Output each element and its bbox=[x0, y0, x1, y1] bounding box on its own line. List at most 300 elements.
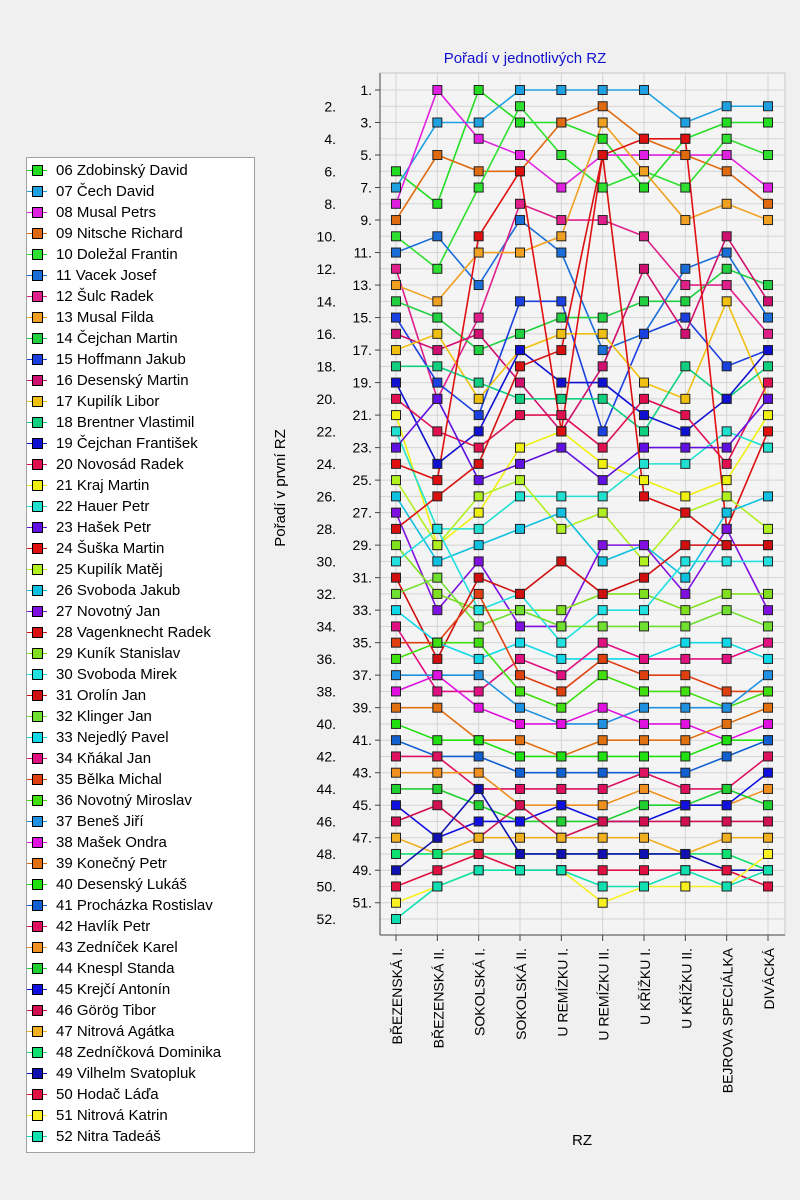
legend-entry bbox=[27, 454, 254, 475]
data-point bbox=[722, 508, 731, 517]
legend-entry bbox=[27, 202, 254, 223]
legend-entry bbox=[27, 622, 254, 643]
data-point bbox=[557, 687, 566, 696]
data-point bbox=[392, 671, 401, 680]
data-point bbox=[557, 784, 566, 793]
data-point bbox=[433, 476, 442, 485]
data-point bbox=[557, 752, 566, 761]
data-point bbox=[392, 784, 401, 793]
y-tick-label: 37. bbox=[352, 667, 372, 684]
data-point bbox=[474, 508, 483, 517]
data-point bbox=[764, 768, 773, 777]
data-point bbox=[640, 784, 649, 793]
data-point bbox=[640, 378, 649, 387]
y-tick-label: 41. bbox=[352, 732, 372, 749]
data-point bbox=[516, 411, 525, 420]
data-point bbox=[598, 183, 607, 192]
data-point bbox=[433, 264, 442, 273]
legend-label: 24 Šuška Martin bbox=[56, 540, 165, 557]
data-point bbox=[722, 492, 731, 501]
y-tick-label: 13. bbox=[352, 277, 372, 294]
data-point bbox=[433, 459, 442, 468]
data-point bbox=[516, 378, 525, 387]
data-point bbox=[722, 476, 731, 485]
legend-entry bbox=[27, 958, 254, 979]
legend-swatch bbox=[32, 291, 43, 302]
legend-entry bbox=[27, 370, 254, 391]
legend-label: 50 Hodač Láďa bbox=[56, 1086, 159, 1103]
data-point bbox=[681, 297, 690, 306]
data-point bbox=[392, 524, 401, 533]
legend-label: 06 Zdobinský David bbox=[56, 162, 188, 179]
legend-label: 41 Procházka Rostislav bbox=[56, 897, 213, 914]
data-point bbox=[474, 86, 483, 95]
legend-swatch bbox=[32, 606, 43, 617]
data-point bbox=[764, 183, 773, 192]
data-point bbox=[557, 606, 566, 615]
data-point bbox=[474, 281, 483, 290]
legend-swatch bbox=[32, 837, 43, 848]
data-point bbox=[640, 329, 649, 338]
y-tick-label: 11. bbox=[353, 244, 372, 261]
data-point bbox=[474, 378, 483, 387]
data-point bbox=[764, 524, 773, 533]
data-point bbox=[392, 281, 401, 290]
data-point bbox=[392, 573, 401, 582]
data-point bbox=[722, 866, 731, 875]
data-point bbox=[598, 476, 607, 485]
y-tick-label: 34. bbox=[316, 618, 336, 635]
data-point bbox=[474, 232, 483, 241]
data-point bbox=[764, 817, 773, 826]
data-point bbox=[764, 833, 773, 842]
data-point bbox=[392, 638, 401, 647]
data-point bbox=[516, 833, 525, 842]
legend-entry bbox=[27, 979, 254, 1000]
legend-label: 31 Orolín Jan bbox=[56, 687, 147, 704]
data-point bbox=[681, 687, 690, 696]
data-point bbox=[474, 638, 483, 647]
y-tick-label: 35. bbox=[352, 634, 372, 651]
data-point bbox=[764, 151, 773, 160]
data-point bbox=[474, 784, 483, 793]
y-tick-label: 7. bbox=[360, 179, 372, 196]
legend-label: 39 Konečný Petr bbox=[56, 855, 167, 872]
legend-swatch bbox=[32, 774, 43, 785]
data-point bbox=[433, 346, 442, 355]
data-point bbox=[474, 313, 483, 322]
data-point bbox=[640, 411, 649, 420]
data-point bbox=[598, 606, 607, 615]
data-point bbox=[433, 768, 442, 777]
legend-label: 19 Čejchan František bbox=[56, 435, 198, 452]
y-tick-label: 40. bbox=[316, 715, 336, 732]
data-point bbox=[433, 654, 442, 663]
data-point bbox=[764, 362, 773, 371]
data-point bbox=[433, 833, 442, 842]
data-point bbox=[433, 541, 442, 550]
legend-entry bbox=[27, 769, 254, 790]
data-point bbox=[640, 297, 649, 306]
data-point bbox=[557, 378, 566, 387]
data-point bbox=[764, 427, 773, 436]
data-point bbox=[392, 264, 401, 273]
data-point bbox=[392, 833, 401, 842]
data-point bbox=[640, 492, 649, 501]
data-point bbox=[557, 183, 566, 192]
data-point bbox=[598, 541, 607, 550]
data-point bbox=[516, 492, 525, 501]
data-point bbox=[681, 801, 690, 810]
legend-label: 23 Hašek Petr bbox=[56, 519, 152, 536]
data-point bbox=[392, 329, 401, 338]
data-point bbox=[392, 654, 401, 663]
data-point bbox=[681, 849, 690, 858]
legend-swatch bbox=[32, 228, 43, 239]
data-point bbox=[557, 801, 566, 810]
data-point bbox=[598, 589, 607, 598]
data-point bbox=[516, 671, 525, 680]
data-point bbox=[681, 866, 690, 875]
data-point bbox=[516, 297, 525, 306]
data-point bbox=[516, 606, 525, 615]
data-point bbox=[598, 329, 607, 338]
legend-label: 37 Beneš Jiří bbox=[56, 813, 144, 830]
data-point bbox=[516, 167, 525, 176]
data-point bbox=[764, 687, 773, 696]
data-point bbox=[640, 882, 649, 891]
data-point bbox=[557, 492, 566, 501]
data-point bbox=[433, 86, 442, 95]
data-point bbox=[640, 866, 649, 875]
data-point bbox=[392, 411, 401, 420]
data-point bbox=[392, 459, 401, 468]
data-point bbox=[681, 719, 690, 728]
data-point bbox=[392, 915, 401, 924]
data-point bbox=[681, 329, 690, 338]
data-point bbox=[681, 541, 690, 550]
data-point bbox=[433, 687, 442, 696]
data-point bbox=[681, 736, 690, 745]
data-point bbox=[764, 199, 773, 208]
legend-swatch bbox=[32, 816, 43, 827]
data-point bbox=[392, 297, 401, 306]
data-point bbox=[640, 833, 649, 842]
data-point bbox=[764, 589, 773, 598]
x-tick-label: U REMÍZKU I. bbox=[554, 948, 571, 1037]
y-tick-label: 26. bbox=[316, 488, 336, 505]
data-point bbox=[516, 248, 525, 257]
data-point bbox=[764, 557, 773, 566]
data-point bbox=[516, 151, 525, 160]
legend-swatch bbox=[32, 354, 43, 365]
data-point bbox=[598, 849, 607, 858]
data-point bbox=[598, 866, 607, 875]
data-point bbox=[598, 346, 607, 355]
data-point bbox=[764, 297, 773, 306]
data-point bbox=[640, 768, 649, 777]
data-point bbox=[474, 524, 483, 533]
legend-entry bbox=[27, 1063, 254, 1084]
legend-swatch bbox=[32, 1026, 43, 1037]
legend-label: 26 Svoboda Jakub bbox=[56, 582, 181, 599]
y-tick-label: 10. bbox=[316, 228, 336, 245]
data-point bbox=[474, 557, 483, 566]
legend-entry bbox=[27, 328, 254, 349]
data-point bbox=[516, 736, 525, 745]
data-point bbox=[557, 817, 566, 826]
y-tick-label: 29. bbox=[352, 537, 372, 554]
legend-entry bbox=[27, 664, 254, 685]
legend-entry bbox=[27, 265, 254, 286]
data-point bbox=[722, 606, 731, 615]
data-point bbox=[392, 589, 401, 598]
data-point bbox=[557, 849, 566, 858]
data-point bbox=[722, 362, 731, 371]
data-point bbox=[516, 768, 525, 777]
legend-label: 12 Šulc Radek bbox=[56, 288, 154, 305]
legend-swatch bbox=[32, 669, 43, 680]
data-point bbox=[474, 866, 483, 875]
data-point bbox=[392, 443, 401, 452]
data-point bbox=[516, 849, 525, 858]
legend-swatch bbox=[32, 921, 43, 932]
legend-entry bbox=[27, 307, 254, 328]
data-point bbox=[722, 427, 731, 436]
data-point bbox=[392, 719, 401, 728]
data-point bbox=[433, 736, 442, 745]
data-point bbox=[764, 313, 773, 322]
data-point bbox=[598, 801, 607, 810]
legend-swatch bbox=[32, 543, 43, 554]
data-point bbox=[433, 849, 442, 858]
data-point bbox=[557, 638, 566, 647]
legend-swatch bbox=[32, 690, 43, 701]
legend-entry bbox=[27, 1105, 254, 1126]
y-tick-label: 6. bbox=[324, 163, 336, 180]
data-point bbox=[474, 654, 483, 663]
x-tick-label: BEJROVA SPECIÁLKA bbox=[719, 948, 736, 1094]
y-tick-label: 48. bbox=[316, 845, 336, 862]
data-point bbox=[598, 134, 607, 143]
data-point bbox=[722, 654, 731, 663]
data-point bbox=[722, 817, 731, 826]
legend-swatch bbox=[32, 1068, 43, 1079]
data-point bbox=[392, 232, 401, 241]
legend-label: 08 Musal Petrs bbox=[56, 204, 157, 221]
legend-swatch bbox=[32, 627, 43, 638]
y-tick-label: 33. bbox=[352, 602, 372, 619]
data-point bbox=[433, 573, 442, 582]
legend-entry bbox=[27, 433, 254, 454]
data-point bbox=[433, 492, 442, 501]
data-point bbox=[598, 557, 607, 566]
y-tick-label: 49. bbox=[352, 862, 372, 879]
y-tick-label: 17. bbox=[352, 342, 372, 359]
data-point bbox=[433, 524, 442, 533]
legend-swatch bbox=[32, 585, 43, 596]
data-point bbox=[433, 606, 442, 615]
legend-entry bbox=[27, 1000, 254, 1021]
y-tick-label: 36. bbox=[316, 650, 336, 667]
data-point bbox=[722, 589, 731, 598]
data-point bbox=[516, 346, 525, 355]
data-point bbox=[764, 541, 773, 550]
y-tick-label: 23. bbox=[352, 439, 372, 456]
legend-swatch bbox=[32, 459, 43, 470]
data-point bbox=[722, 833, 731, 842]
legend-entry bbox=[27, 412, 254, 433]
data-point bbox=[640, 427, 649, 436]
data-point bbox=[764, 443, 773, 452]
legend-swatch bbox=[32, 1089, 43, 1100]
data-point bbox=[722, 703, 731, 712]
data-point bbox=[640, 752, 649, 761]
legend-label: 42 Havlík Petr bbox=[56, 918, 151, 935]
data-point bbox=[764, 118, 773, 127]
legend-swatch bbox=[32, 879, 43, 890]
data-point bbox=[474, 118, 483, 127]
y-tick-label: 44. bbox=[316, 780, 336, 797]
data-point bbox=[640, 167, 649, 176]
data-point bbox=[598, 508, 607, 517]
data-point bbox=[681, 151, 690, 160]
data-point bbox=[557, 313, 566, 322]
data-point bbox=[474, 492, 483, 501]
legend-swatch bbox=[32, 480, 43, 491]
data-point bbox=[474, 573, 483, 582]
data-point bbox=[722, 638, 731, 647]
data-point bbox=[764, 866, 773, 875]
data-point bbox=[681, 134, 690, 143]
data-point bbox=[598, 736, 607, 745]
data-point bbox=[516, 199, 525, 208]
legend-label: 44 Knespl Standa bbox=[56, 960, 175, 977]
data-point bbox=[433, 589, 442, 598]
data-point bbox=[764, 719, 773, 728]
legend bbox=[26, 157, 255, 1153]
data-point bbox=[474, 394, 483, 403]
data-point bbox=[681, 622, 690, 631]
data-point bbox=[433, 882, 442, 891]
legend-label: 18 Brentner Vlastimil bbox=[56, 414, 195, 431]
legend-swatch bbox=[32, 564, 43, 575]
legend-entry bbox=[27, 916, 254, 937]
data-point bbox=[516, 866, 525, 875]
data-point bbox=[516, 524, 525, 533]
data-point bbox=[681, 589, 690, 598]
data-point bbox=[640, 801, 649, 810]
y-tick-label: 9. bbox=[360, 212, 372, 229]
data-point bbox=[764, 606, 773, 615]
data-point bbox=[640, 86, 649, 95]
data-point bbox=[764, 736, 773, 745]
data-point bbox=[433, 199, 442, 208]
data-point bbox=[681, 784, 690, 793]
legend-swatch bbox=[32, 963, 43, 974]
legend-entry bbox=[27, 1126, 254, 1147]
x-tick-label: U REMÍZKU II. bbox=[595, 948, 612, 1041]
y-tick-label: 31. bbox=[352, 569, 372, 586]
data-point bbox=[640, 671, 649, 680]
data-point bbox=[722, 882, 731, 891]
y-tick-label: 14. bbox=[316, 293, 336, 310]
data-point bbox=[598, 882, 607, 891]
y-axis-label: Pořadí v první RZ bbox=[272, 429, 289, 547]
data-point bbox=[598, 492, 607, 501]
legend-swatch bbox=[32, 942, 43, 953]
data-point bbox=[722, 719, 731, 728]
legend-label: 29 Kuník Stanislav bbox=[56, 645, 181, 662]
data-point bbox=[640, 459, 649, 468]
data-point bbox=[640, 541, 649, 550]
data-point bbox=[722, 801, 731, 810]
data-point bbox=[722, 199, 731, 208]
data-point bbox=[764, 671, 773, 680]
legend-swatch bbox=[32, 795, 43, 806]
legend-swatch bbox=[32, 1131, 43, 1142]
data-point bbox=[557, 216, 566, 225]
data-point bbox=[722, 541, 731, 550]
data-point bbox=[722, 134, 731, 143]
data-point bbox=[640, 573, 649, 582]
legend-swatch bbox=[32, 732, 43, 743]
data-point bbox=[764, 394, 773, 403]
y-tick-label: 52. bbox=[316, 911, 336, 927]
data-point bbox=[640, 817, 649, 826]
legend-label: 48 Zedníčková Dominika bbox=[56, 1044, 222, 1061]
data-point bbox=[681, 606, 690, 615]
data-point bbox=[433, 394, 442, 403]
data-point bbox=[433, 866, 442, 875]
data-point bbox=[681, 443, 690, 452]
data-point bbox=[516, 638, 525, 647]
data-point bbox=[557, 833, 566, 842]
legend-label: 49 Vilhelm Svatopluk bbox=[56, 1065, 196, 1082]
data-point bbox=[598, 86, 607, 95]
data-point bbox=[764, 654, 773, 663]
legend-swatch bbox=[32, 396, 43, 407]
data-point bbox=[722, 102, 731, 111]
data-point bbox=[433, 232, 442, 241]
y-tick-label: 42. bbox=[316, 748, 336, 765]
data-point bbox=[681, 703, 690, 712]
y-tick-label: 8. bbox=[324, 195, 336, 212]
legend-label: 09 Nitsche Richard bbox=[56, 225, 183, 242]
data-point bbox=[598, 622, 607, 631]
data-point bbox=[681, 573, 690, 582]
legend-label: 15 Hoffmann Jakub bbox=[56, 351, 186, 368]
y-tick-label: 4. bbox=[324, 130, 336, 147]
data-point bbox=[681, 492, 690, 501]
data-point bbox=[474, 752, 483, 761]
data-point bbox=[474, 248, 483, 257]
data-point bbox=[392, 898, 401, 907]
data-point bbox=[640, 183, 649, 192]
data-point bbox=[598, 427, 607, 436]
data-point bbox=[474, 849, 483, 858]
data-point bbox=[598, 784, 607, 793]
data-point bbox=[516, 719, 525, 728]
data-point bbox=[474, 687, 483, 696]
data-point bbox=[557, 118, 566, 127]
legend-label: 28 Vagenknecht Radek bbox=[56, 624, 211, 641]
data-point bbox=[598, 362, 607, 371]
data-point bbox=[433, 329, 442, 338]
legend-entry bbox=[27, 727, 254, 748]
y-tick-label: 30. bbox=[316, 553, 336, 570]
y-tick-labels bbox=[317, 82, 380, 927]
